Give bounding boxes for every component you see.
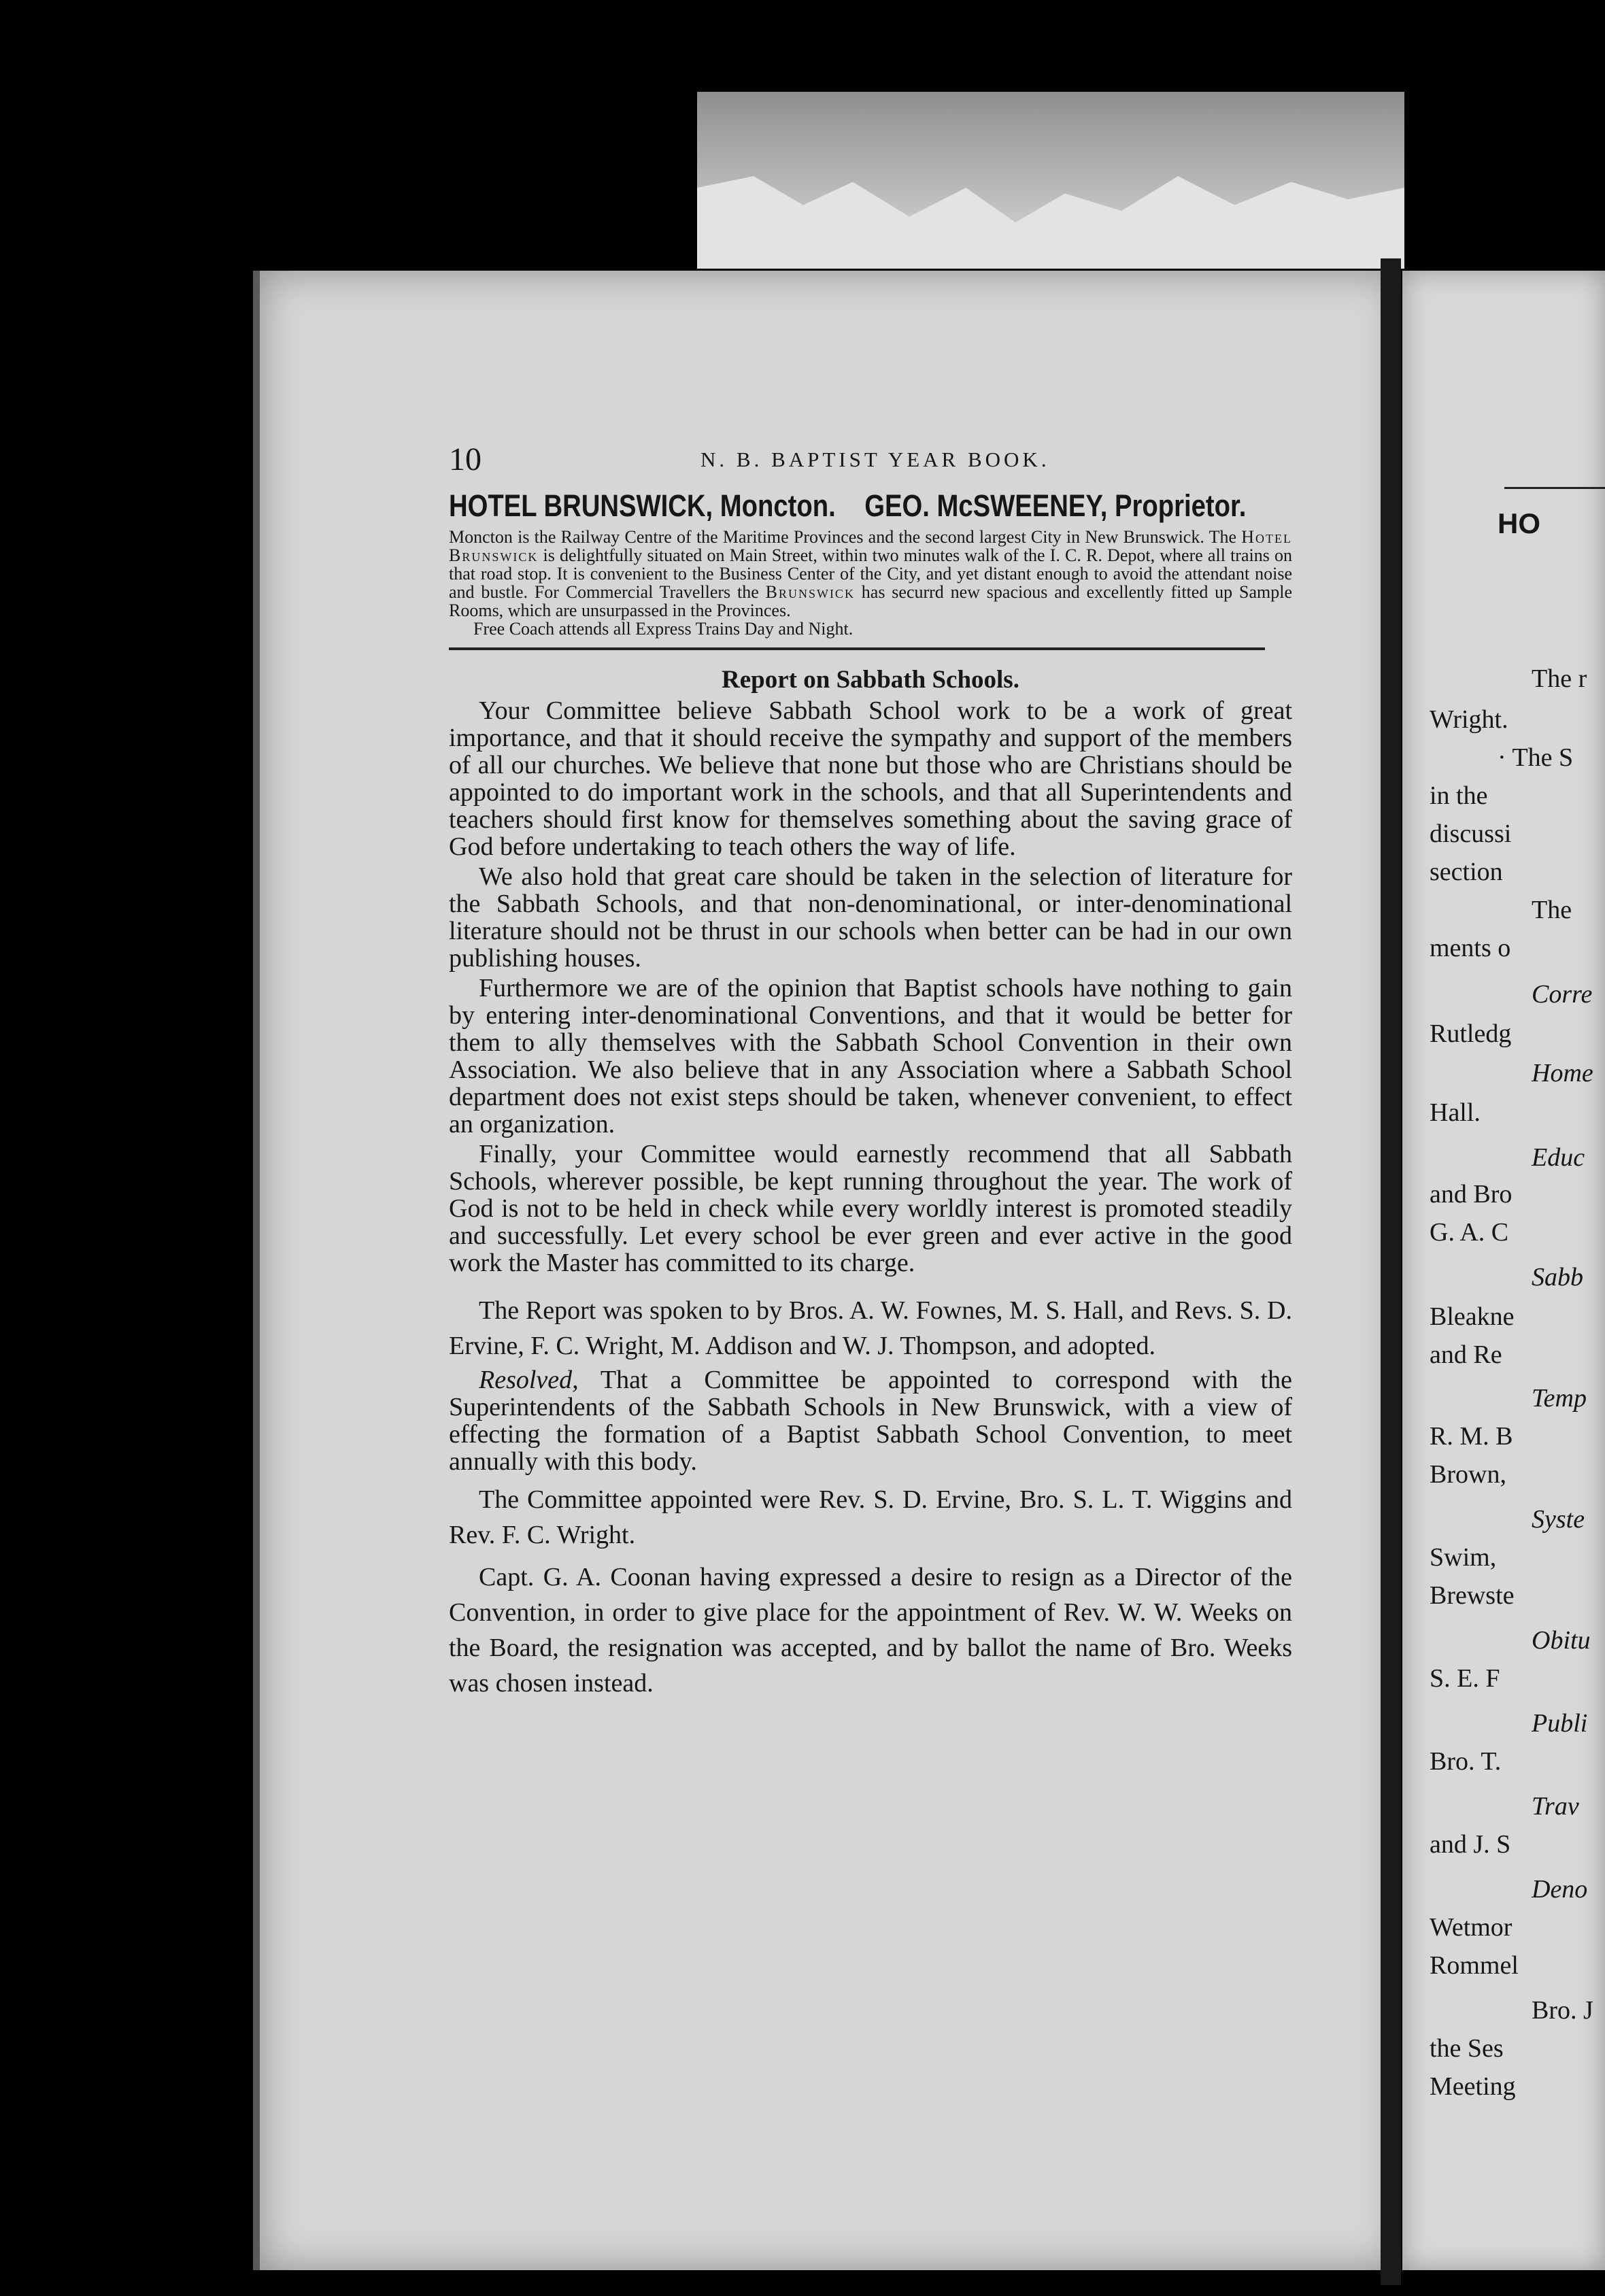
right-page-fragment: Brewste (1430, 1581, 1515, 1610)
right-page-fragment: Wetmor (1430, 1913, 1513, 1942)
report-title: Report on Sabbath Schools. (722, 666, 1019, 694)
right-page-fragment: The (1532, 896, 1572, 924)
right-page-fragment: Rommel (1430, 1951, 1519, 1980)
right-page-fragment: and Re (1430, 1340, 1502, 1369)
right-page-fragment: Syste (1532, 1505, 1585, 1534)
right-page-fragment: HO (1498, 507, 1540, 539)
ad-hotel-name: Hotel Brunswick (449, 527, 1293, 565)
right-page-fragment: Meeting (1430, 2072, 1516, 2101)
right-page-fragment: the Ses (1430, 2034, 1504, 2063)
report-paragraph: Finally, your Committee would earnestly recommend that all Sabbath Schools, wherever possible, be kept running throughout the year. The work of God is not to be held in check while every worldly interest is promoted steadily and successfully. Let every school be ever green and ever active in the good work the Master has committed to its charge. (449, 1140, 1292, 1277)
ad-text-part: Moncton is the Railway Centre of the Maritime Provinces and the second largest City in New Brunswick. The (449, 527, 1237, 547)
right-page-fragment: section (1430, 858, 1503, 886)
right-page (1402, 271, 1605, 2270)
right-page-fragment: Deno (1532, 1875, 1588, 1904)
right-page-fragment: Sabb (1532, 1263, 1583, 1292)
hotel-name-heading: HOTEL BRUNSWICK, Moncton. (449, 488, 836, 523)
minutes-paragraph: Capt. G. A. Coonan having expressed a desire to resign as a Director of the Convention, in order to give place for the appointment of Rev. W. W. Weeks on the Board, the resignation was accepted, and by ballot the name of Bro. Weeks was chosen instead. (449, 1563, 1292, 1698)
minutes-paragraph: The Report was spoken to by Bros. A. W. Fownes, M. S. Hall, and Revs. S. D. Ervine, F. C. Wright, M. Addison and W. J. Thompson, and adopted. (449, 1296, 1292, 1360)
right-page-fragment: and Bro (1430, 1180, 1513, 1209)
report-paragraph: We also hold that great care should be taken in the selection of literature for the Sabbath Schools, and that non-denominational, or inter-denominational literature should not be thrust in our schools when better can be had in our own publishing houses. (449, 862, 1292, 973)
ad-text-part: has securrd new spacious and excellently fitted up Sample Rooms, which are unsurpassed in the Provinces. (449, 582, 1293, 620)
right-page-fragment: S. E. F (1430, 1664, 1500, 1693)
ad-text-part: is delightfully situated on Main Street, within two minutes walk of the I. C. R. Depot, where all trains on that road stop. It is convenient to the Business Center of the City, and yet distant enough to avoid the attendant noise and bustle. For Commercial Travellers the (449, 545, 1292, 602)
right-page-fragment: discussi (1430, 820, 1512, 848)
right-page-fragment: G. A. C (1430, 1218, 1509, 1247)
right-page-fragment: Corre (1532, 980, 1593, 1009)
right-page-fragment: Obitu (1532, 1626, 1591, 1655)
right-page-fragment: Bleakne (1430, 1302, 1515, 1331)
proprietor-heading: GEO. McSWEENEY, Proprietor. (864, 488, 1247, 523)
right-page-fragment: Swim, (1430, 1543, 1497, 1572)
resolution-text: That a Committee be appointed to correspond with the Superintendents of the Sabbath Schools in New Brunswick, with a view of effecting the formation of a Baptist Sabbath School Convention, to meet annually with this body. (449, 1366, 1292, 1476)
page-header (449, 441, 1306, 475)
right-page-fragment: Bro. T. (1430, 1747, 1502, 1776)
report-paragraph: Furthermore we are of the opinion that Baptist schools have nothing to gain by entering inter-denominational Conventions, and that it would be better for them to ally themselves with the Sabbath School Convention in their own Association. We also believe that in any Association where a Sabbath School department does not exist steps should be taken, whenever convenient, to effect an organization. (449, 974, 1292, 1138)
minutes-paragraph: The Committee appointed were Rev. S. D. Ervine, Bro. S. L. T. Wiggins and Rev. F. C. Wright. (449, 1485, 1292, 1549)
hotel-ad-body (449, 528, 1292, 620)
right-page-fragment: Temp (1532, 1384, 1587, 1413)
right-page-fragment: The r (1532, 664, 1587, 693)
right-page-fragment: R. M. B (1430, 1422, 1513, 1451)
right-page-fragment: Wright. (1430, 705, 1508, 734)
running-head: N. B. BAPTIST YEAR BOOK. (700, 448, 1050, 471)
right-page-fragment: Hall. (1430, 1098, 1481, 1127)
report-paragraph: Your Committee believe Sabbath School work to be a work of great importance, and that it should receive the sympathy and support of the members of all our churches. We believe that none but those who are Christians should be appointed to do important work in the schools, and that all Superintendents and teachers should first know for themselves something about the saving grace of God before undertaking to teach others the way of life. (449, 696, 1292, 861)
right-page-fragment: Educ (1532, 1143, 1585, 1172)
right-page-fragment: Rutledg (1430, 1019, 1512, 1048)
right-page-fragment: Publi (1532, 1709, 1588, 1738)
right-page-fragment: Trav (1532, 1792, 1579, 1821)
right-page-fragment: Brown, (1430, 1460, 1506, 1489)
right-page-fragment: and J. S (1430, 1830, 1511, 1859)
ad-hotel-name: Brunswick (765, 582, 855, 602)
hotel-ad-title (449, 488, 1293, 524)
page-number: 10 (449, 441, 482, 477)
right-page-fragment: ments o (1430, 934, 1511, 962)
page-content (449, 488, 1292, 1701)
resolution-paragraph (449, 1366, 1292, 1475)
right-page-fragment: · The S (1498, 743, 1574, 772)
torn-paper-scrap (697, 92, 1404, 269)
ad-coach-line: Free Coach attends all Express Trains Day and Night. (473, 619, 854, 639)
right-page-fragment: Bro. J (1532, 1996, 1593, 2025)
section-divider (449, 647, 1265, 650)
right-page-fragment: in the (1430, 781, 1488, 810)
book-gutter (1381, 258, 1401, 2285)
right-page-fragment: Home (1532, 1059, 1593, 1087)
resolved-label: Resolved, (479, 1366, 579, 1394)
